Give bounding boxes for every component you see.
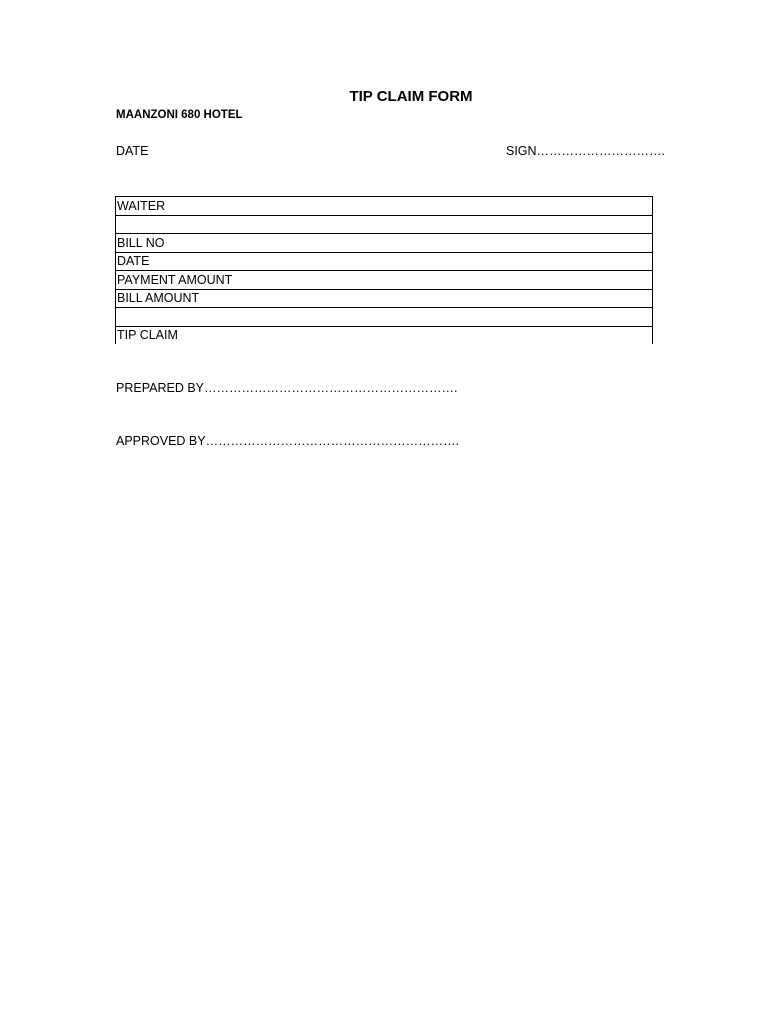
table-row: [116, 308, 653, 327]
payment-amount-label: PAYMENT AMOUNT: [116, 271, 653, 290]
table-row: [116, 252, 653, 271]
sign-label: SIGN………………………….: [506, 144, 666, 158]
hotel-name: MAANZONI 680 HOTEL: [116, 109, 243, 121]
bill-no-label: BILL NO: [116, 234, 653, 253]
waiter-label: WAITER: [116, 197, 653, 216]
table-row: [116, 271, 653, 290]
table-row: [116, 326, 653, 344]
date-label: DATE: [116, 144, 149, 158]
blank-cell: [116, 215, 653, 234]
tip-claim-table: [115, 196, 653, 344]
table-row: [116, 234, 653, 253]
approved-by-line: APPROVED BY…………………………………………………….: [116, 434, 460, 448]
tip-claim-label: TIP CLAIM: [116, 326, 653, 344]
blank-cell: [116, 308, 653, 327]
prepared-by-line: PREPARED BY…………………………………………………….: [116, 381, 458, 395]
row-date-label: DATE: [116, 252, 653, 271]
table-row: [116, 289, 653, 308]
form-title: TIP CLAIM FORM: [349, 88, 473, 105]
table-row: [116, 215, 653, 234]
bill-amount-label: BILL AMOUNT: [116, 289, 653, 308]
table-row: [116, 197, 653, 216]
